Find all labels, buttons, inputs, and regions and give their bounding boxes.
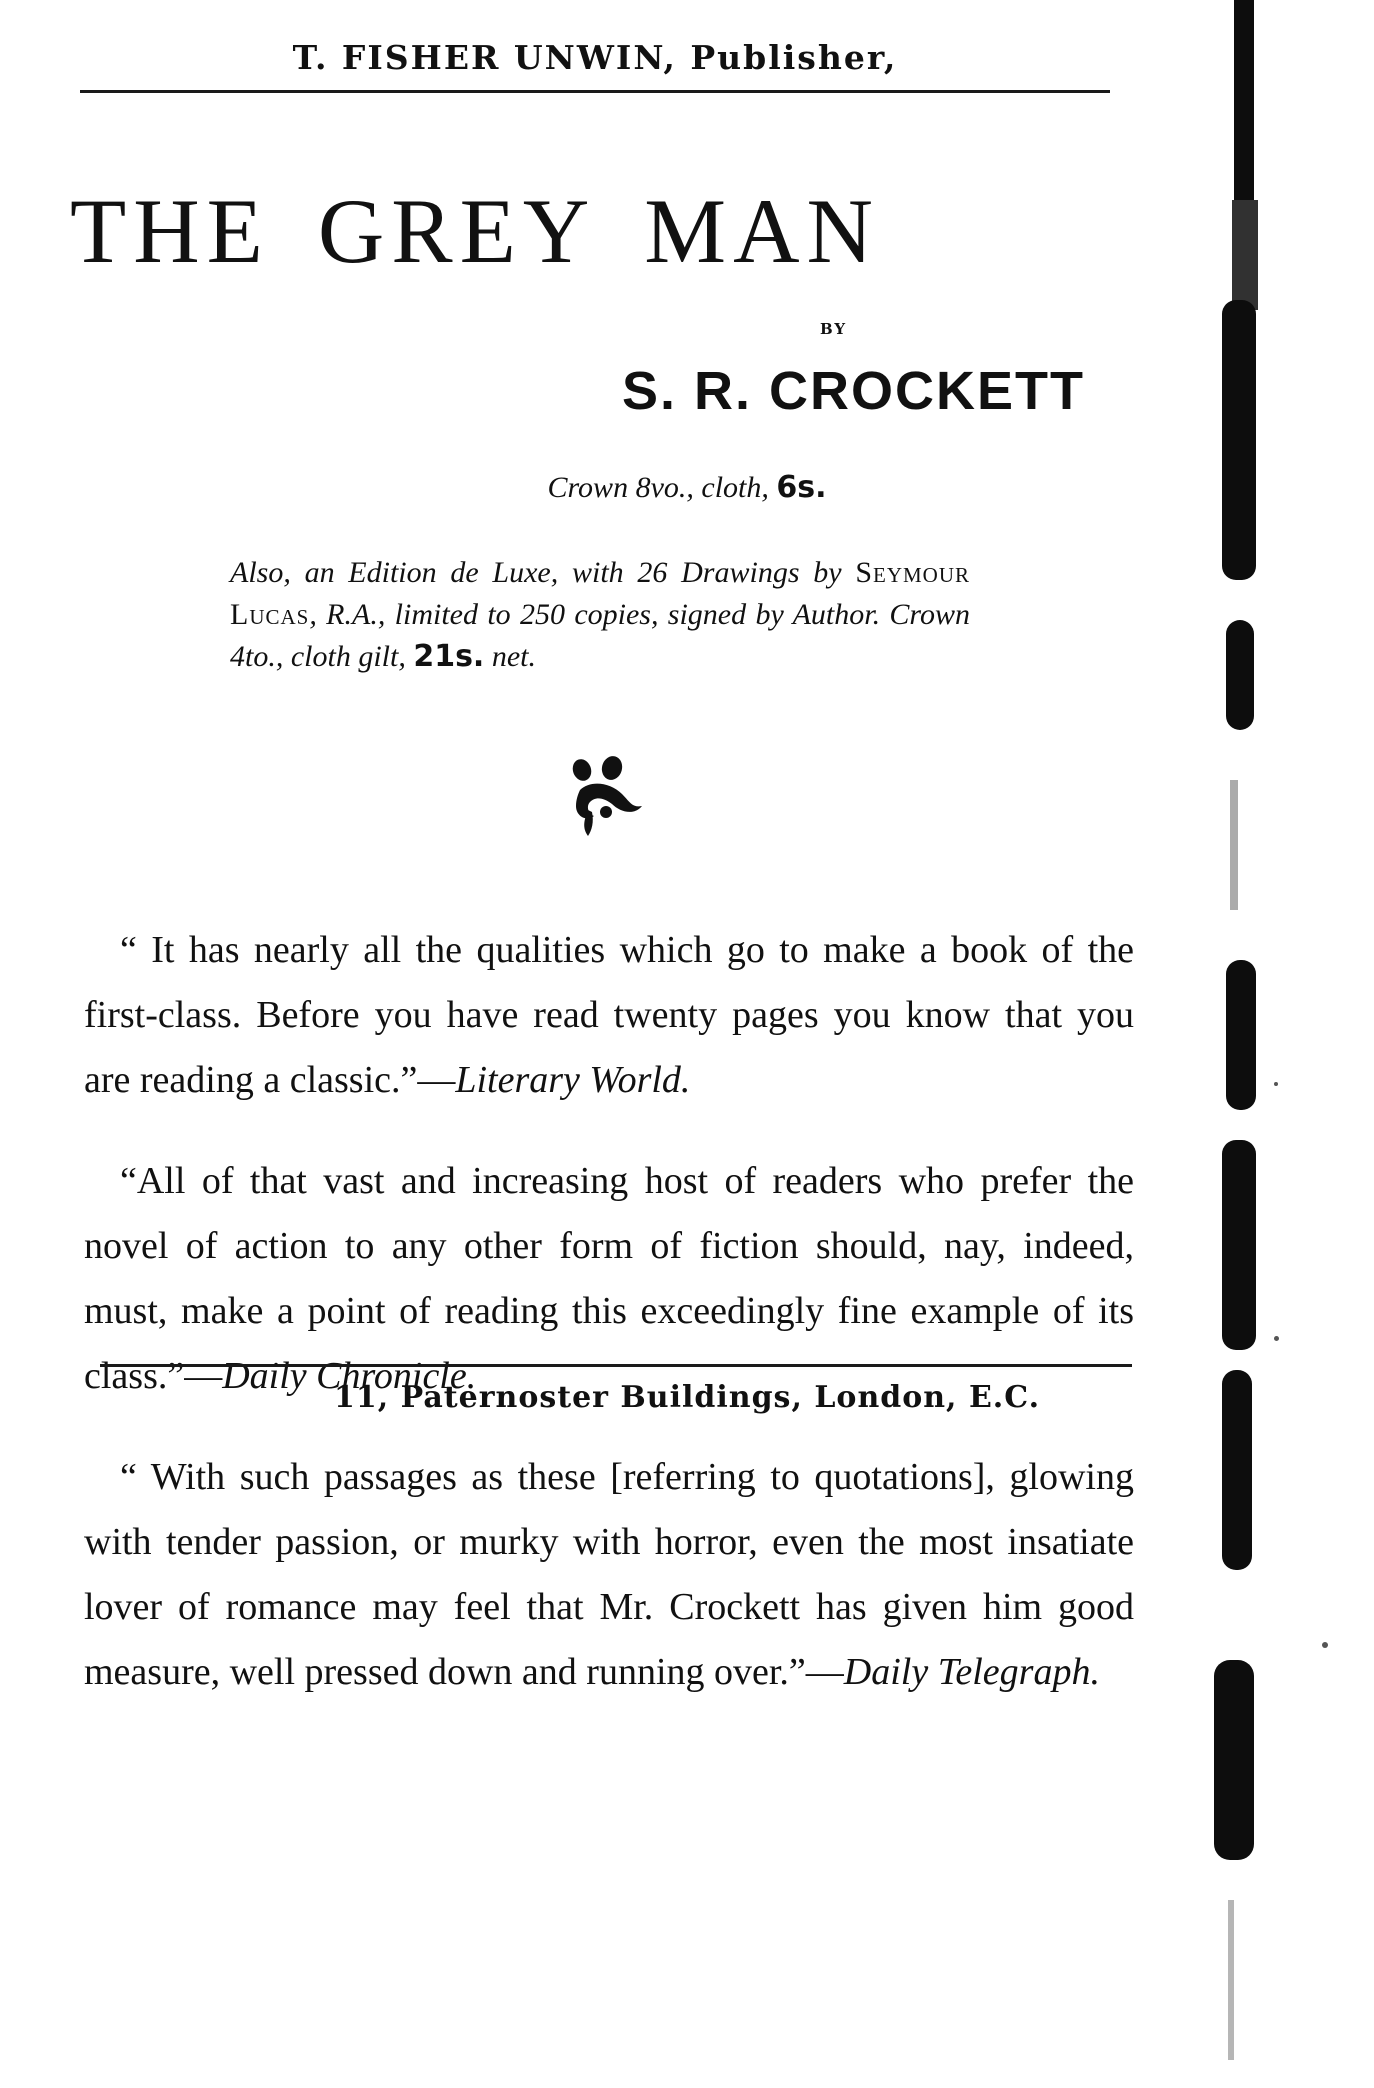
binding-shadow bbox=[1228, 1900, 1234, 2060]
binding-shadow bbox=[1230, 780, 1238, 910]
edition-line bbox=[0, 470, 1374, 505]
review-text: “ With such passages as these [referring to quotations], glowing with tender passion, or murky with horror, even the most insatiate lover of romance may feel that Mr. Crockett has given him good measure, well pressed down and running over.”— bbox=[84, 1456, 1134, 1693]
review-text: “All of that vast and increasing host of readers who prefer the novel of action to any other form of fiction should, nay, indeed, must, make a point of reading this exceedingly fine example of its class.”— bbox=[84, 1160, 1134, 1397]
publisher-header: T. FISHER UNWIN, Publisher, bbox=[292, 38, 898, 77]
review-source: Literary World. bbox=[455, 1059, 691, 1101]
title-word-3: MAN bbox=[644, 180, 880, 282]
binding-shadow bbox=[1222, 1370, 1252, 1570]
binding-shadow bbox=[1222, 300, 1256, 580]
review-literary-world bbox=[84, 918, 1134, 1113]
illustrator-name: Seymour Lucas bbox=[230, 556, 971, 631]
footer-rule bbox=[100, 1364, 1132, 1367]
edition-price: 6s. bbox=[776, 470, 827, 505]
binding-shadow bbox=[1232, 200, 1258, 310]
review-source: Daily Chronicle. bbox=[222, 1355, 477, 1397]
title-word-2: GREY bbox=[317, 180, 597, 282]
review-daily-telegraph bbox=[84, 1445, 1134, 1705]
luxe-text-1: Also, an Edition de Luxe, with 26 Drawings by bbox=[230, 556, 842, 589]
review-source: Daily Telegraph. bbox=[843, 1651, 1100, 1693]
title-word-1: THE bbox=[70, 180, 270, 282]
scan-speck bbox=[1274, 1336, 1279, 1341]
scan-speck bbox=[1322, 1642, 1328, 1648]
publisher-address: 11, Paternoster Buildings, London, E.C. bbox=[333, 1380, 1041, 1415]
review-daily-chronicle bbox=[84, 1149, 1134, 1409]
floral-fleuron-icon bbox=[560, 750, 650, 840]
binding-shadow bbox=[1226, 960, 1256, 1110]
deluxe-edition-note bbox=[230, 552, 970, 678]
binding-shadow bbox=[1222, 1140, 1256, 1350]
luxe-price: 21s. bbox=[413, 639, 485, 674]
binding-shadow bbox=[1234, 0, 1254, 200]
header-rule bbox=[80, 90, 1110, 93]
reviews-section bbox=[84, 918, 1134, 1741]
edition-format: Crown 8vo., cloth, bbox=[547, 471, 769, 504]
book-title bbox=[70, 178, 880, 284]
luxe-net: net. bbox=[491, 640, 536, 673]
review-text: “ It has nearly all the qualities which go to make a book of the first-class. Before you have read twenty pages you know that you are reading a classic.”— bbox=[84, 929, 1134, 1101]
scan-speck bbox=[1274, 1082, 1278, 1086]
binding-shadow bbox=[1214, 1660, 1254, 1860]
luxe-text-2: , R.A., limited to 250 copies, signed by Author. Crown 4to., cloth gilt, bbox=[230, 598, 970, 673]
binding-shadow bbox=[1226, 620, 1254, 730]
by-label: BY bbox=[820, 320, 848, 338]
author-name: S. R. CROCKETT bbox=[622, 361, 1086, 421]
